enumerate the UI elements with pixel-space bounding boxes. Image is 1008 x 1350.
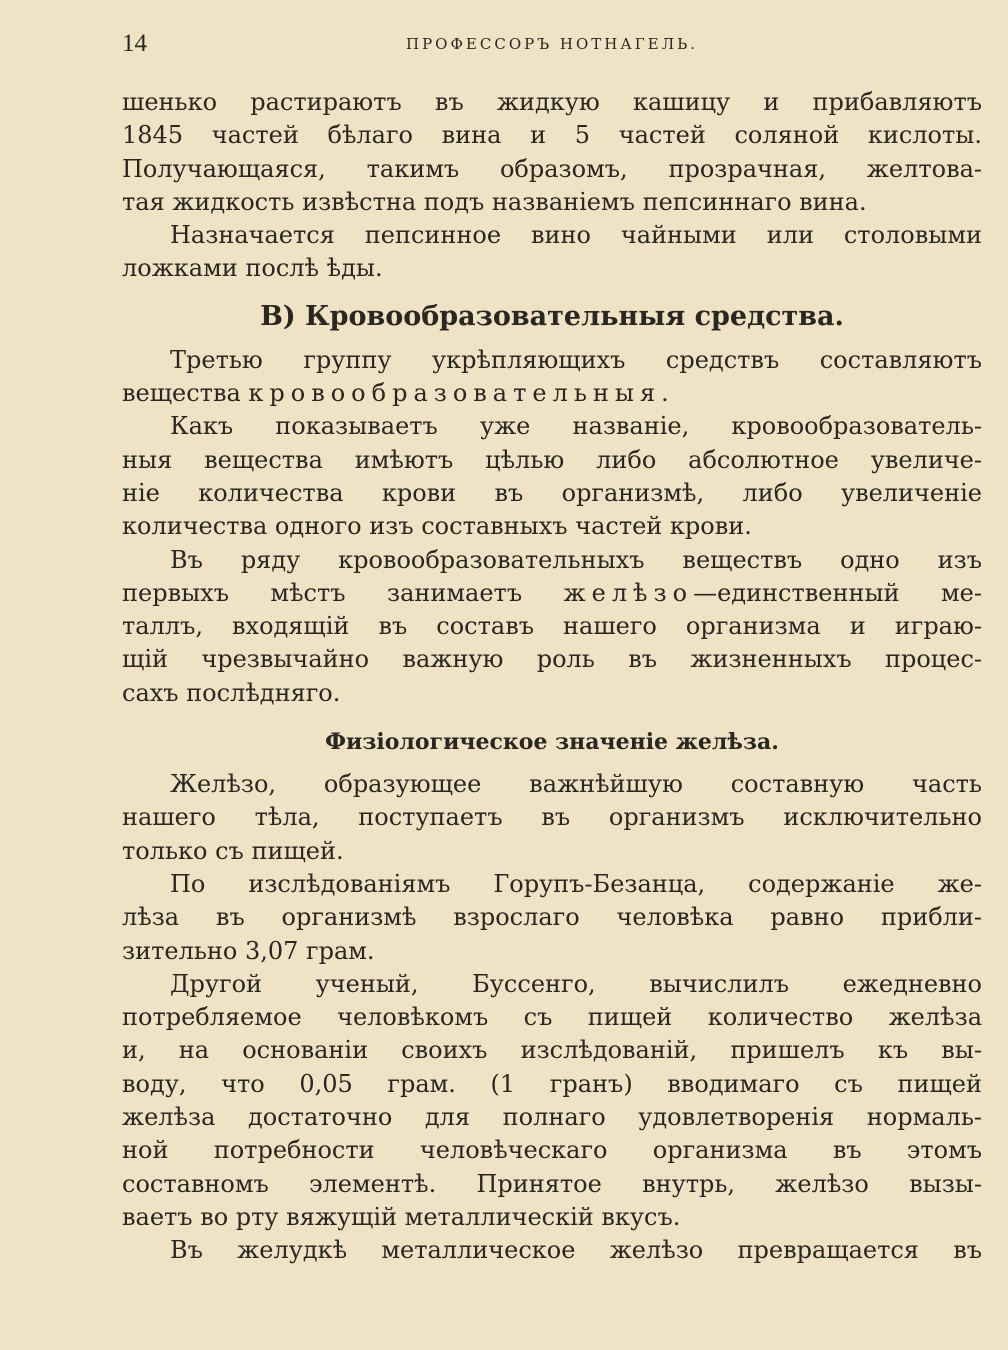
text-line: Желѣзо, образующее важнѣйшую составную часть xyxy=(170,770,982,799)
paragraph-stomach xyxy=(122,1234,982,1267)
text-line xyxy=(122,377,982,410)
text-line: По изслѣдованіямъ Горупъ-Безанца, содержаніе же- xyxy=(170,869,982,898)
text-line: лѣза въ организмѣ взрослаго человѣка равно прибли- xyxy=(122,903,982,932)
text-line: таллъ, входящій въ составъ нашего организма и играю- xyxy=(122,612,982,641)
paragraph-boussingault xyxy=(122,968,982,1234)
paragraph-iron-intro xyxy=(122,544,982,710)
text-line: ной потребности человѣческаго организма въ этомъ xyxy=(122,1136,982,1165)
text-line: желѣза достаточно для полнаго удовлетворенія нормаль- xyxy=(122,1103,982,1132)
paragraph-pepsin-wine-prep xyxy=(122,86,982,219)
text-line: составномъ элементѣ. Принятое внутрь, желѣзо вызы- xyxy=(122,1169,982,1198)
paragraph-pepsin-dosage xyxy=(122,219,982,286)
text-line: потребляемое человѣкомъ съ пищей количество желѣза xyxy=(122,1003,982,1032)
section-heading-blood-forming: В) Кровообразовательныя средства. xyxy=(260,300,844,332)
running-title: ПРОФЕССОРЪ НОТНАГЕЛЬ. xyxy=(406,35,698,53)
paragraph-definition xyxy=(122,410,982,543)
running-header xyxy=(122,30,982,60)
text-line: Получающаяся, такимъ образомъ, прозрачная, желтова- xyxy=(122,154,982,183)
paragraph-third-group xyxy=(122,344,982,411)
paragraph-gorup-besanez xyxy=(122,868,982,968)
text-line: ныя вещества имѣютъ цѣлью либо абсолютное увеличе- xyxy=(122,445,982,474)
text-line: количества одного изъ составныхъ частей крови. xyxy=(122,512,752,541)
text-line: Другой ученый, Буссенго, вычислилъ ежедневно xyxy=(170,969,982,998)
text-fragment: вещества xyxy=(122,379,249,408)
text-line: нашего тѣла, поступаетъ въ организмъ исключительно xyxy=(122,803,982,832)
text-line: шенько растираютъ въ жидкую кашицу и прибавляютъ xyxy=(122,88,982,116)
text-line: ваетъ во рту вяжущій металлическій вкусъ. xyxy=(122,1202,681,1231)
text-line: воду, что 0,05 грам. (1 гранъ) вводимаго съ пищей xyxy=(122,1069,982,1098)
section-heading-iron-physiology: Физіологическое значеніе желѣза. xyxy=(325,729,779,756)
spaced-term: кровообразовательныя. xyxy=(248,379,675,408)
text-line: ложками послѣ ѣды. xyxy=(122,254,383,283)
text-line: Въ ряду кровообразовательныхъ веществъ одно изъ xyxy=(170,545,982,574)
spaced-term: желѣзо xyxy=(563,578,694,607)
page-body xyxy=(122,86,982,1268)
text-line: зительно 3,07 грам. xyxy=(122,936,375,965)
text-line: 1845 частей бѣлаго вина и 5 частей соляной кислоты. xyxy=(122,121,982,150)
text-line: тая жидкость извѣстна подъ названіемъ пепсиннаго вина. xyxy=(122,187,867,216)
paragraph-iron-body xyxy=(122,768,982,868)
text-line: только съ пищей. xyxy=(122,836,344,865)
text-line: Назначается пепсинное вино чайными или столовыми xyxy=(170,221,982,250)
text-line xyxy=(122,577,982,610)
text-line: сахъ послѣдняго. xyxy=(122,678,341,707)
text-line: Въ желудкѣ металлическое желѣзо превращается въ xyxy=(170,1236,982,1265)
text-line: ніе количества крови въ организмѣ, либо увеличеніе xyxy=(122,478,982,507)
text-line: и, на основаніи своихъ изслѣдованій, пришелъ къ вы- xyxy=(122,1036,982,1065)
text-fragment: —единственный ме- xyxy=(693,578,982,607)
text-line: Какъ показываетъ уже названіе, кровообразователь- xyxy=(170,412,982,441)
text-line: щій чрезвычайно важную роль въ жизненныхъ процес- xyxy=(122,645,982,674)
text-fragment: первыхъ мѣстъ занимаетъ xyxy=(122,578,564,607)
page-number: 14 xyxy=(122,30,147,57)
text-line: Третью группу укрѣпляющихъ средствъ составляютъ xyxy=(170,345,982,374)
